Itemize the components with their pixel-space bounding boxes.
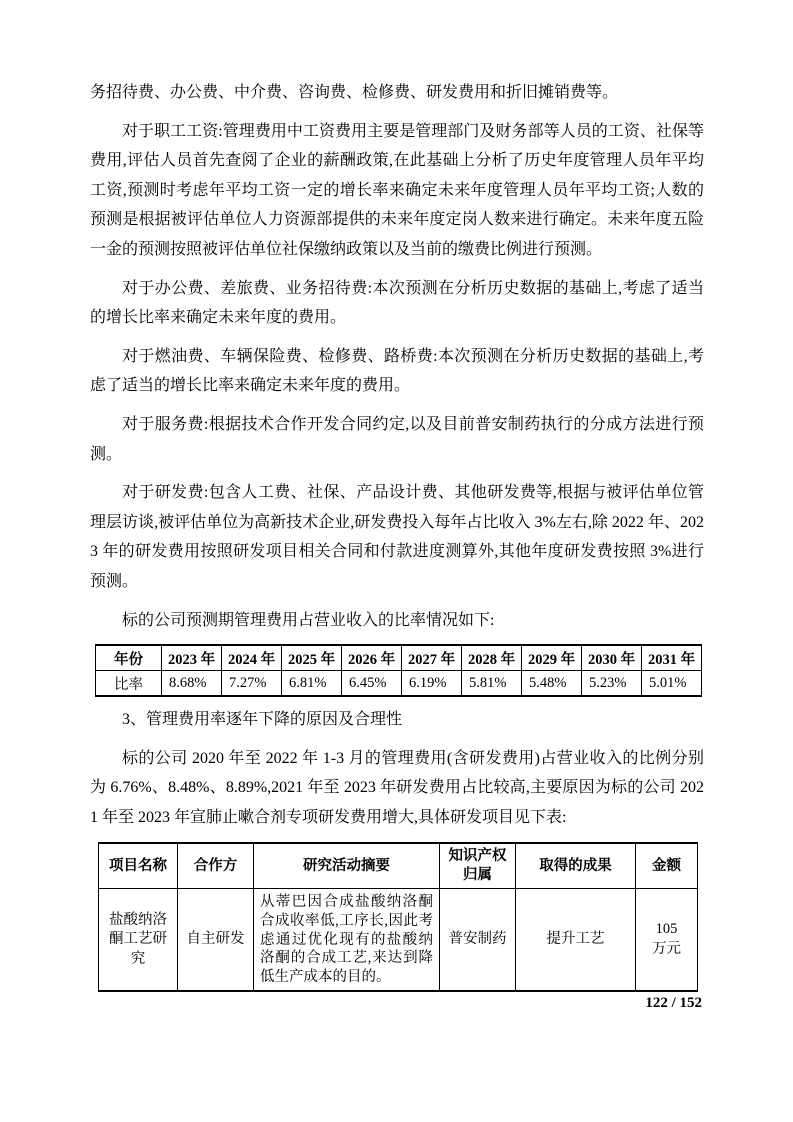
paragraph-fuel-expense: 对于燃油费、车辆保险费、检修费、路桥费:本次预测在分析历史数据的基础上,考虑了适当的增长比率来确定未来年度的费用。 <box>90 347 704 395</box>
ratio-value-2029: 5.48% <box>522 671 582 697</box>
ratio-header-2024: 2024 年 <box>222 645 282 671</box>
ratio-header-year: 年份 <box>96 645 162 671</box>
rd-header-research-summary: 研究活动摘要 <box>254 843 440 889</box>
paragraph-staff-salary: 对于职工工资:管理费用中工资费用主要是管理部门及财务部等人员的工资、社保等费用,评估人员首先查阅了企业的薪酬政策,在此基础上分析了历史年度管理人员年平均工资,预测时考虑年平均工资一定的增长率来确定未来年度管理人员年平均工资;人数的预测是根据被评估单位人力资源部提供的未来年度定岗人数来进行确定。未来年度五险一金的预测按照被评估单位社保缴纳政策以及当前的缴费比例进行预测。 <box>90 122 704 258</box>
ratio-value-2030: 5.23% <box>582 671 642 697</box>
paragraph-rd-expense: 对于研发费:包含人工费、社保、产品设计费、其他研发费等,根据与被评估单位管理层访谈,被评估单位为高新技术企业,研发费投入每年占比收入 3%左右,除 2022 年、2023 年的研发费用按照研发项目相关合同和付款进度测算外,其他年度研发费按照 3%进行预测。 <box>90 484 704 590</box>
paragraph-expense-continuation: 务招待费、办公费、中介费、咨询费、检修费、研发费用和折旧摊销费等。 <box>90 84 619 101</box>
rd-cell-research-summary: 从蒂巴因合成盐酸纳洛酮合成收率低,工序长,因此考虑通过优化现有的盐酸纳洛酮的合成工艺,来达到降低生产成本的目的。 <box>254 889 440 991</box>
rd-cell-achievement: 提升工艺 <box>516 889 636 991</box>
rd-cell-amount <box>636 889 698 991</box>
ratio-row-label: 比率 <box>96 671 162 697</box>
admin-expense-ratio-table <box>95 644 702 697</box>
paragraph-office-expense: 对于办公费、差旅费、业务招待费:本次预测在分析历史数据的基础上,考虑了适当的增长比率来确定未来年度的费用。 <box>90 279 704 327</box>
rd-table-row <box>99 889 698 991</box>
ratio-header-2028: 2028 年 <box>462 645 522 671</box>
ratio-header-2030: 2030 年 <box>582 645 642 671</box>
ratio-header-2029: 2029 年 <box>522 645 582 671</box>
ratio-value-2024: 7.27% <box>222 671 282 697</box>
ratio-header-2031: 2031 年 <box>642 645 702 671</box>
paragraph-service-fee: 对于服务费:根据技术合作开发合同约定,以及目前普安制药执行的分成方法进行预测。 <box>90 415 704 463</box>
rd-header-achievement: 取得的成果 <box>516 843 636 889</box>
ratio-value-2026: 6.45% <box>342 671 402 697</box>
rd-header-partner: 合作方 <box>178 843 254 889</box>
rd-cell-project-name: 盐酸纳洛酮工艺研究 <box>99 889 178 991</box>
rd-header-ip-ownership: 知识产权归属 <box>440 843 516 889</box>
ratio-table-intro: 标的公司预测期管理费用占营业收入的比率情况如下: <box>122 611 495 629</box>
ratio-header-2027: 2027 年 <box>402 645 462 671</box>
ratio-table-value-row <box>96 671 702 697</box>
paragraph-ratio-decline-reason: 标的公司 2020 年至 2022 年 1-3 月的管理费用(含研发费用)占营业收入的比例分别为 6.76%、8.48%、8.89%,2021 年至 2023 年研发费用占比较高,主要原因为标的公司 2021 年至 2023 年宣肺止嗽合剂专项研发费用增大,具体研发项目见下表: <box>90 749 704 826</box>
rd-cell-ip-ownership: 普安制药 <box>440 889 516 991</box>
ratio-value-2023: 8.68% <box>162 671 222 697</box>
rd-cell-partner: 自主研发 <box>178 889 254 991</box>
ratio-value-2031: 5.01% <box>642 671 702 697</box>
section-heading-3: 3、管理费用率逐年下降的原因及合理性 <box>122 711 403 729</box>
rd-amount-unit: 万元 <box>652 940 681 957</box>
ratio-table-header-row <box>96 645 702 671</box>
ratio-value-2025: 6.81% <box>282 671 342 697</box>
rd-header-amount: 金额 <box>636 843 698 889</box>
page-number: 122 / 152 <box>645 995 702 1012</box>
ratio-header-2025: 2025 年 <box>282 645 342 671</box>
ratio-value-2028: 5.81% <box>462 671 522 697</box>
rd-amount-value: 105 <box>655 921 678 938</box>
ratio-header-2026: 2026 年 <box>342 645 402 671</box>
page-content <box>90 78 704 1012</box>
rd-header-project-name: 项目名称 <box>99 843 178 889</box>
ratio-header-2023: 2023 年 <box>162 645 222 671</box>
rd-table-header-row <box>99 843 698 889</box>
rd-project-table <box>98 842 698 992</box>
ratio-value-2027: 6.19% <box>402 671 462 697</box>
